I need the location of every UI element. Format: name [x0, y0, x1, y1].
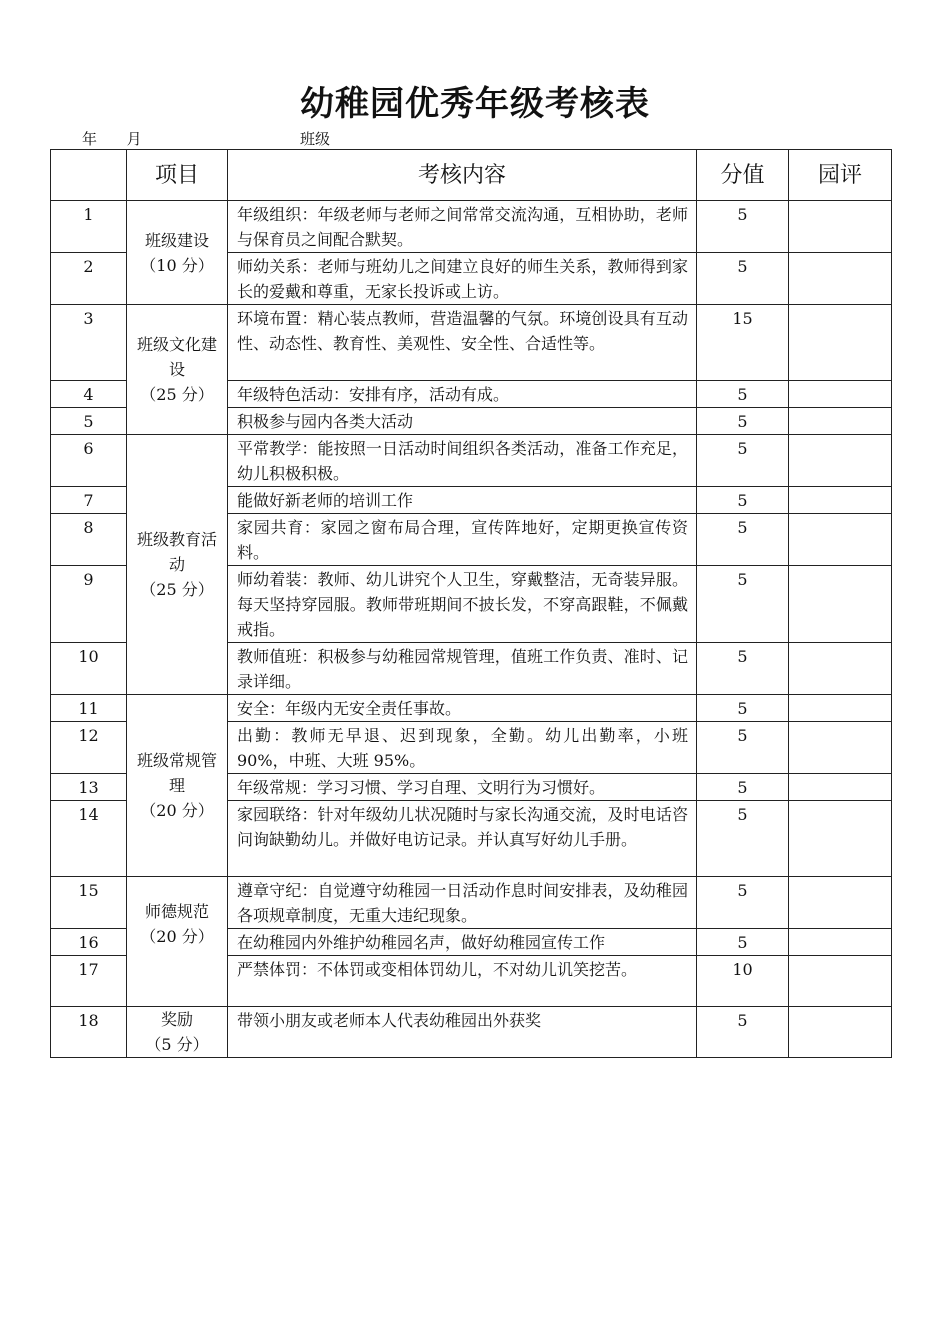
row-number: 14: [51, 801, 127, 877]
row-number: 13: [51, 774, 127, 801]
header-eval: 园评: [789, 150, 892, 201]
header-number: [51, 150, 127, 201]
row-score: 10: [697, 956, 789, 1007]
table-row: [51, 435, 892, 487]
row-eval-cell[interactable]: [789, 201, 892, 253]
row-eval-cell[interactable]: [789, 929, 892, 956]
row-number: 1: [51, 201, 127, 253]
row-number: 12: [51, 722, 127, 774]
row-score: 5: [697, 801, 789, 877]
row-eval-cell[interactable]: [789, 435, 892, 487]
row-score: 5: [697, 253, 789, 305]
row-content: 带领小朋友或老师本人代表幼稚园出外获奖: [228, 1007, 697, 1058]
row-number: 17: [51, 956, 127, 1007]
row-eval-cell[interactable]: [789, 408, 892, 435]
row-number: 15: [51, 877, 127, 929]
category-cell: [127, 877, 228, 1007]
row-score: 5: [697, 514, 789, 566]
category-cell: [127, 435, 228, 695]
row-score: 15: [697, 305, 789, 381]
row-number: 9: [51, 566, 127, 643]
category-name: 奖励: [160, 1010, 193, 1029]
row-content: 家园共育：家园之窗布局合理，宣传阵地好，定期更换宣传资料。: [228, 514, 697, 566]
row-score: 5: [697, 774, 789, 801]
row-content: 年级特色活动：安排有序，活动有成。: [228, 381, 697, 408]
category-name: 班级教育活动: [137, 530, 218, 574]
row-content: 环境布置：精心装点教师，营造温馨的气氛。环境创设具有互动性、动态性、教育性、美观性、安全性、合适性等。: [228, 305, 697, 381]
row-number: 3: [51, 305, 127, 381]
month-label: 月: [126, 130, 142, 148]
assessment-table: [50, 149, 892, 1058]
row-eval-cell[interactable]: [789, 305, 892, 381]
row-eval-cell[interactable]: [789, 253, 892, 305]
row-score: 5: [697, 408, 789, 435]
row-content: 师幼关系：老师与班幼儿之间建立良好的师生关系，教师得到家长的爱戴和尊重，无家长投诉或上访。: [228, 253, 697, 305]
row-number: 2: [51, 253, 127, 305]
header-score: 分值: [697, 150, 789, 201]
row-score: 5: [697, 487, 789, 514]
row-content: 年级组织：年级老师与老师之间常常交流沟通，互相协助，老师与保育员之间配合默契。: [228, 201, 697, 253]
row-number: 10: [51, 643, 127, 695]
category-cell: [127, 1007, 228, 1058]
row-number: 11: [51, 695, 127, 722]
row-content: 积极参与园内各类大活动: [228, 408, 697, 435]
row-content: 教师值班：积极参与幼稚园常规管理，值班工作负责、准时、记录详细。: [228, 643, 697, 695]
table-header-row: [51, 150, 892, 201]
row-content: 在幼稚园内外维护幼稚园名声，做好幼稚园宣传工作: [228, 929, 697, 956]
category-points: （25 分）: [140, 580, 214, 599]
row-eval-cell[interactable]: [789, 695, 892, 722]
class-label: 班级: [300, 130, 331, 148]
row-score: 5: [697, 1007, 789, 1058]
row-number: 8: [51, 514, 127, 566]
row-number: 16: [51, 929, 127, 956]
header-content: 考核内容: [228, 150, 697, 201]
table-row: [51, 201, 892, 253]
row-content: 师幼着装：教师、幼儿讲究个人卫生，穿戴整洁，无奇装异服。每天坚持穿园服。教师带班期间不披长发，不穿高跟鞋，不佩戴戒指。: [228, 566, 697, 643]
row-score: 5: [697, 929, 789, 956]
row-eval-cell[interactable]: [789, 514, 892, 566]
row-score: 5: [697, 877, 789, 929]
row-score: 5: [697, 722, 789, 774]
table-row: [51, 305, 892, 381]
row-number: 5: [51, 408, 127, 435]
category-cell: [127, 201, 228, 305]
row-eval-cell[interactable]: [789, 801, 892, 877]
row-eval-cell[interactable]: [789, 956, 892, 1007]
row-eval-cell[interactable]: [789, 643, 892, 695]
date-line: [82, 128, 142, 149]
category-points: （25 分）: [140, 385, 214, 404]
row-score: 5: [697, 435, 789, 487]
row-content: 能做好新老师的培训工作: [228, 487, 697, 514]
category-name: 班级常规管理: [137, 751, 218, 795]
row-content: 年级常规：学习习惯、学习自理、文明行为习惯好。: [228, 774, 697, 801]
category-points: （20 分）: [140, 801, 214, 820]
row-eval-cell[interactable]: [789, 774, 892, 801]
header-item: 项目: [127, 150, 228, 201]
year-label: 年: [82, 130, 98, 148]
category-points: （20 分）: [140, 927, 214, 946]
row-score: 5: [697, 566, 789, 643]
category-points: （10 分）: [140, 255, 214, 275]
row-score: 5: [697, 201, 789, 253]
row-number: 7: [51, 487, 127, 514]
row-number: 6: [51, 435, 127, 487]
row-eval-cell[interactable]: [789, 381, 892, 408]
row-score: 5: [697, 695, 789, 722]
row-eval-cell[interactable]: [789, 487, 892, 514]
row-eval-cell[interactable]: [789, 722, 892, 774]
category-name: 班级文化建设: [137, 335, 218, 379]
row-content: 家园联络：针对年级幼儿状况随时与家长沟通交流，及时电话咨问询缺勤幼儿。并做好电访记录。并认真写好幼儿手册。: [228, 801, 697, 877]
category-cell: [127, 305, 228, 435]
row-eval-cell[interactable]: [789, 566, 892, 643]
row-eval-cell[interactable]: [789, 877, 892, 929]
row-score: 5: [697, 381, 789, 408]
row-number: 4: [51, 381, 127, 408]
category-name: 班级建设: [144, 230, 209, 250]
row-content: 安全：年级内无安全责任事故。: [228, 695, 697, 722]
row-eval-cell[interactable]: [789, 1007, 892, 1058]
row-content: 出勤：教师无早退、迟到现象，全勤。幼儿出勤率，小班 90%，中班、大班 95%。: [228, 722, 697, 774]
category-name: 师德规范: [144, 902, 209, 921]
category-points: （5 分）: [145, 1035, 209, 1054]
page-title: 幼稚园优秀年级考核表: [300, 84, 650, 124]
table-row: [51, 1007, 892, 1058]
row-content: 遵章守纪：自觉遵守幼稚园一日活动作息时间安排表，及幼稚园各项规章制度，无重大违纪现象。: [228, 877, 697, 929]
row-number: 18: [51, 1007, 127, 1058]
table-row: [51, 695, 892, 722]
category-cell: [127, 695, 228, 877]
row-score: 5: [697, 643, 789, 695]
row-content: 严禁体罚：不体罚或变相体罚幼儿，不对幼儿讥笑挖苦。: [228, 956, 697, 1007]
table-row: [51, 877, 892, 929]
row-content: 平常教学：能按照一日活动时间组织各类活动，准备工作充足，幼儿积极积极。: [228, 435, 697, 487]
